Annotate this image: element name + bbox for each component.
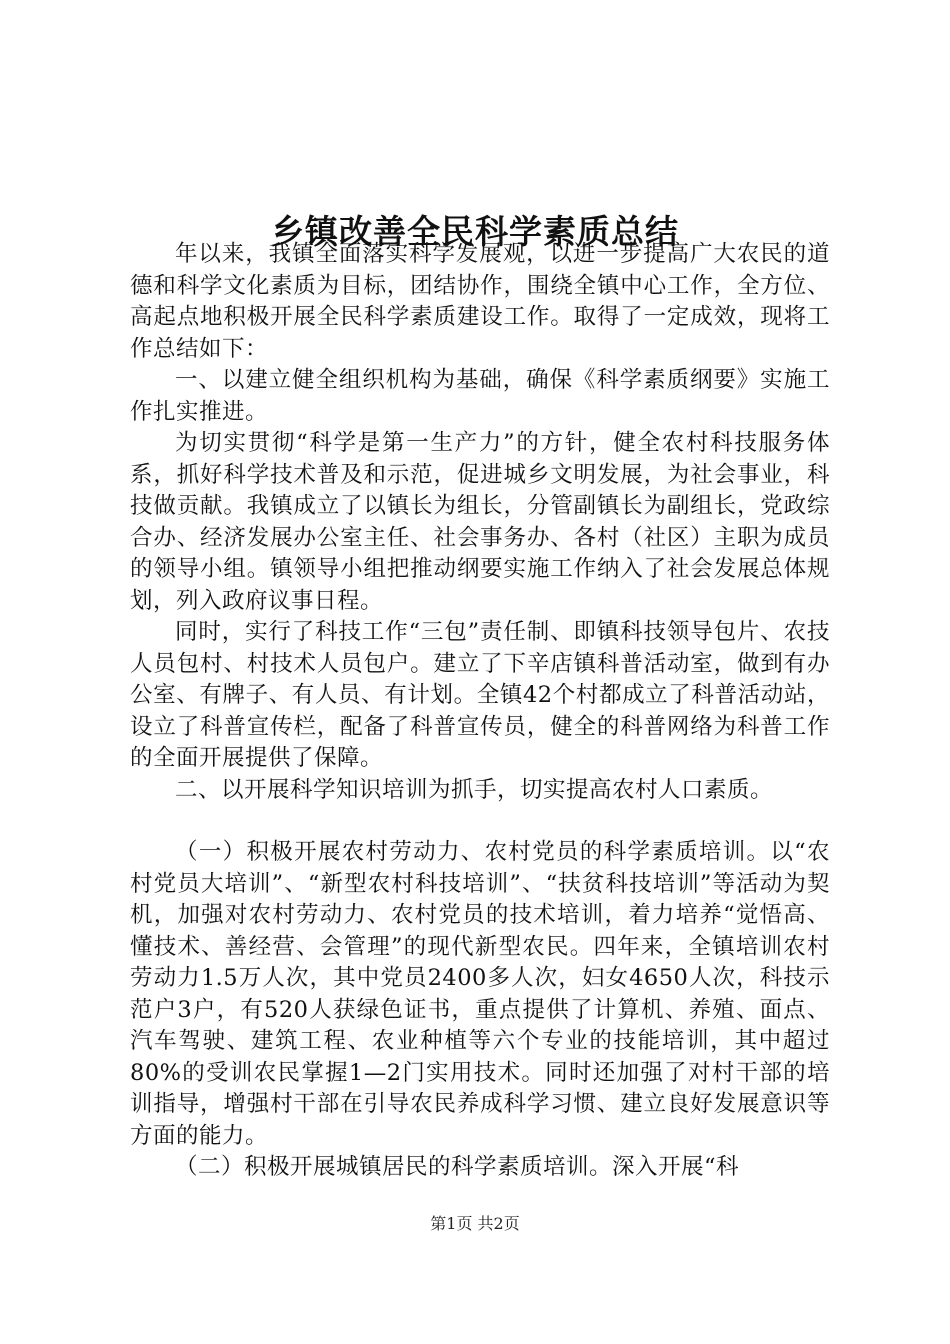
paragraph-intro: 年以来，我镇全面落实科学发展观，以进一步提高广大农民的道德和科学文化素质为目标，团结协作，围绕全镇中心工作，全方位、高起点地积极开展全民科学素质建设工作。取得了一定成效，现将工作总结如下：: [130, 241, 830, 362]
section-heading-two: 二、以开展科学知识培训为抓手，切实提高农村人口素质。: [175, 776, 774, 803]
document-body: [130, 239, 830, 1184]
document-title: 乡镇改善全民科学素质总结: [271, 212, 679, 252]
paragraph-responsibility: 同时，实行了科技工作“三包”责任制、即镇科技领导包片、农技人员包村、村技术人员包户。建立了下辛店镇科普活动室，做到有办公室、有牌子、有人员、有计划。全镇42个村都成立了科普活动站，设立了科普宣传栏，配备了科普宣传员，健全的科普网络为科普工作的全面开展提供了保障。: [130, 619, 830, 771]
page-number-footer: 第1页 共2页: [430, 1214, 520, 1233]
section-heading-one: 一、以建立健全组织机构为基础，确保《科学素质纲要》实施工作扎实推进。: [130, 367, 830, 425]
paragraph-organization: 为切实贯彻“科学是第一生产力”的方针，健全农村科技服务体系，抓好科学技术普及和示范，促进城乡文明发展，为社会事业，科技做贡献。我镇成立了以镇长为组长，分管副镇长为副组长，党政综合办、经济发展办公室主任、社会事务办、各村（社区）主职为成员的领导小组。镇领导小组把推动纲要实施工作纳入了社会发展总体规划，列入政府议事日程。: [130, 430, 830, 614]
paragraph-rural-training: （一）积极开展农村劳动力、农村党员的科学素质培训。以“农村党员大培训”、“新型农村科技培训”、“扶贫科技培训”等活动为契机，加强对农村劳动力、农村党员的技术培训，着力培养“觉悟高、懂技术、善经营、会管理”的现代新型农民。四年来，全镇培训农村劳动力1.5万人次，其中党员2400多人次，妇女4650人次，科技示范户3户，有520人获绿色证书，重点提供了计算机、养殖、面点、汽车驾驶、建筑工程、农业种植等六个专业的技能培训，其中超过80%的受训农民掌握1—2门实用技术。同时还加强了对村干部的培训指导，增强村干部在引导农民养成科学习惯、建立良好发展意识等方面的能力。: [130, 839, 830, 1149]
paragraph-urban-training: （二）积极开展城镇居民的科学素质培训。深入开展“科: [175, 1154, 740, 1180]
